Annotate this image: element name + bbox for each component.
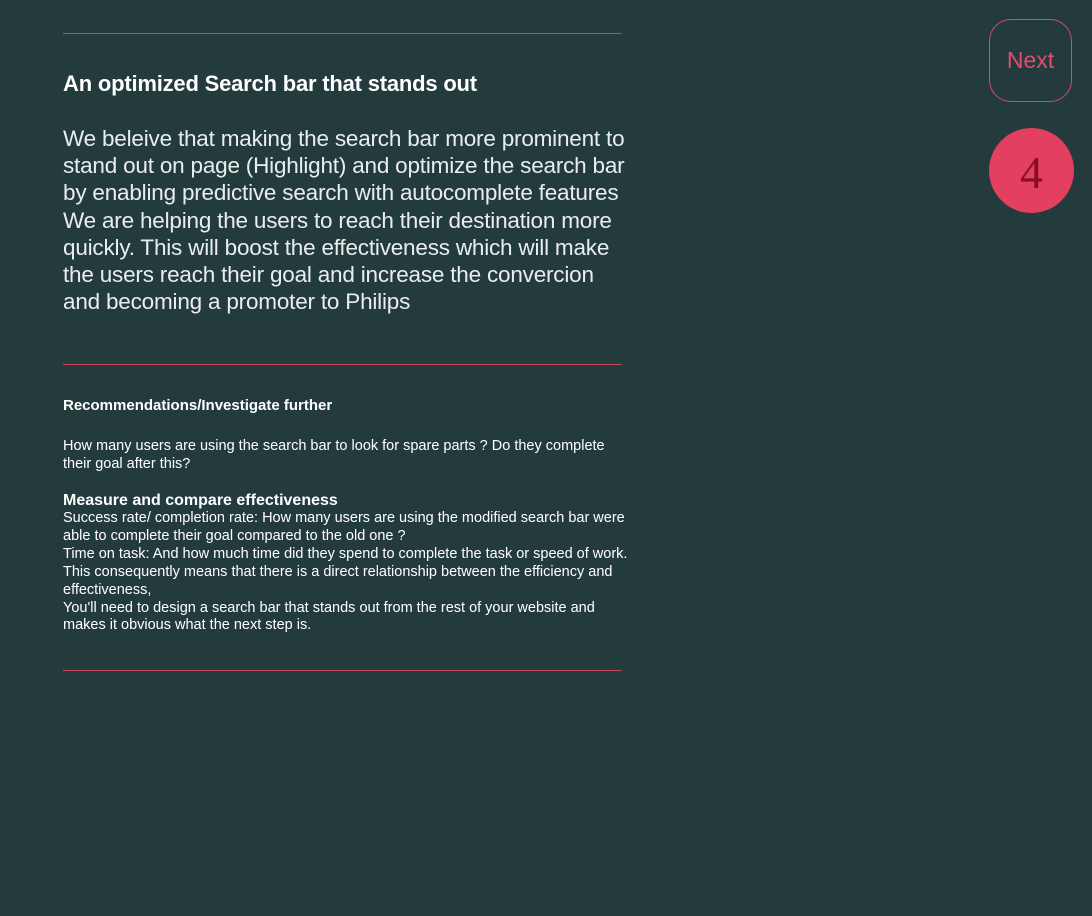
- measure-line-design-note: You'll need to design a search bar that stands out from the rest of your website and makes it obvious what the next step is.: [63, 599, 595, 634]
- middle-divider: [63, 364, 622, 365]
- hypothesis-paragraph: We beleive that making the search bar more prominent to stand out on page (Highlight) and optimize the search bar by enabling predictive search with autocomplete features We are helping the users to reach their destination more quickly. This will boost the effectiveness which will make the users reach their goal and increase the convercion and becoming a promoter to Philips: [63, 126, 625, 315]
- measure-line-time-on-task: Time on task: And how much time did they spend to complete the task or speed of work. This consequently means that there is a direct relationship between the efficiency and effectiveness,: [63, 545, 628, 598]
- page-number-badge: [989, 128, 1074, 213]
- recommendations-heading: Recommendations/Investigate further: [63, 397, 333, 414]
- next-button-label: Next: [1006, 47, 1055, 73]
- measure-heading: Measure and compare effectiveness: [63, 492, 338, 509]
- next-button[interactable]: [989, 19, 1072, 102]
- page-number: 4: [1020, 147, 1043, 198]
- top-divider: [63, 33, 622, 34]
- bottom-divider: [63, 670, 622, 671]
- research-question: How many users are using the search bar to look for spare parts ? Do they complete their goal after this?: [63, 438, 605, 472]
- measure-section: [63, 492, 638, 635]
- measure-line-success-rate: Success rate/ completion rate: How many users are using the modified search bar were able to complete their goal compared to the old one ?: [63, 510, 625, 544]
- section-heading: An optimized Search bar that stands out: [63, 71, 477, 96]
